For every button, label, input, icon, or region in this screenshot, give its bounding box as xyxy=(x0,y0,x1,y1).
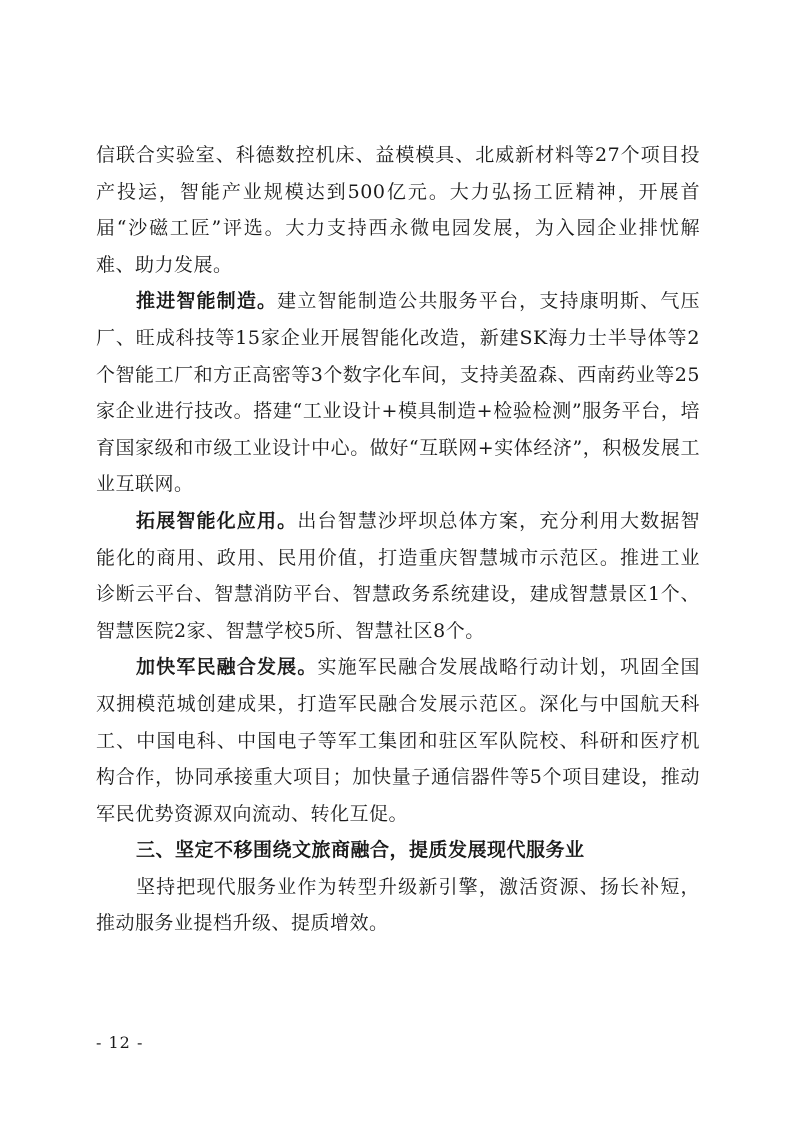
paragraph-civil-military-integration xyxy=(96,649,700,832)
paragraph-text: 实施军民融合发展战略行动计划，巩固全国双拥模范城创建成果，打造军民融合发展示范区。深化与中国航天科工、中国电科、中国电子等军工集团和驻区军队院校、科研和医疗机构合作，协同承接重大项目；加快量子通信器件等5个项目建设，推动军民优势资源双向流动、转化互促。 xyxy=(96,656,700,825)
document-body xyxy=(96,137,700,942)
paragraph-intelligent-industry xyxy=(96,137,700,283)
paragraph-text: 信联合实验室、科德数控机床、益模模具、北威新材料等27个项目投产投运，智能产业规模达到500亿元。大力弘扬工匠精神，开展首届“沙磁工匠”评选。大力支持西永微电园发展，为入园企业排忧解难、助力发展。 xyxy=(96,144,700,276)
section-heading: 三、坚定不移围绕文旅商融合，提质发展现代服务业 xyxy=(136,839,585,862)
paragraph-intelligent-applications xyxy=(96,503,700,649)
paragraph-text: 建立智能制造公共服务平台，支持康明斯、气压厂、旺成科技等15家企业开展智能化改造，新建SK海力士半导体等2个智能工厂和方正高密等3个数字化车间，支持美盈森、西南药业等25家企业进行技改。搭建“工业设计+模具制造+检验检测”服务平台，培育国家级和市级工业设计中心。做好“互联网+实体经济”，积极发展工业互联网。 xyxy=(96,290,700,496)
paragraph-text: 出台智慧沙坪坝总体方案，充分利用大数据智能化的商用、政用、民用价值，打造重庆智慧城市示范区。推进工业诊断云平台、智慧消防平台、智慧政务系统建设，建成智慧景区1个、智慧医院2家、智慧学校5所、智慧社区8个。 xyxy=(96,509,700,642)
paragraph-text: 坚持把现代服务业作为转型升级新引擎，激活资源、扬长补短，推动服务业提档升级、提质增效。 xyxy=(96,875,700,935)
page-number: - 12 - xyxy=(96,1033,144,1052)
paragraph-lead: 推进智能制造。 xyxy=(136,290,278,313)
paragraph-intelligent-manufacturing xyxy=(96,283,700,503)
paragraph-lead: 加快军民融合发展。 xyxy=(136,656,318,679)
paragraph-modern-services xyxy=(96,869,700,942)
paragraph-lead: 拓展智能化应用。 xyxy=(136,509,298,532)
